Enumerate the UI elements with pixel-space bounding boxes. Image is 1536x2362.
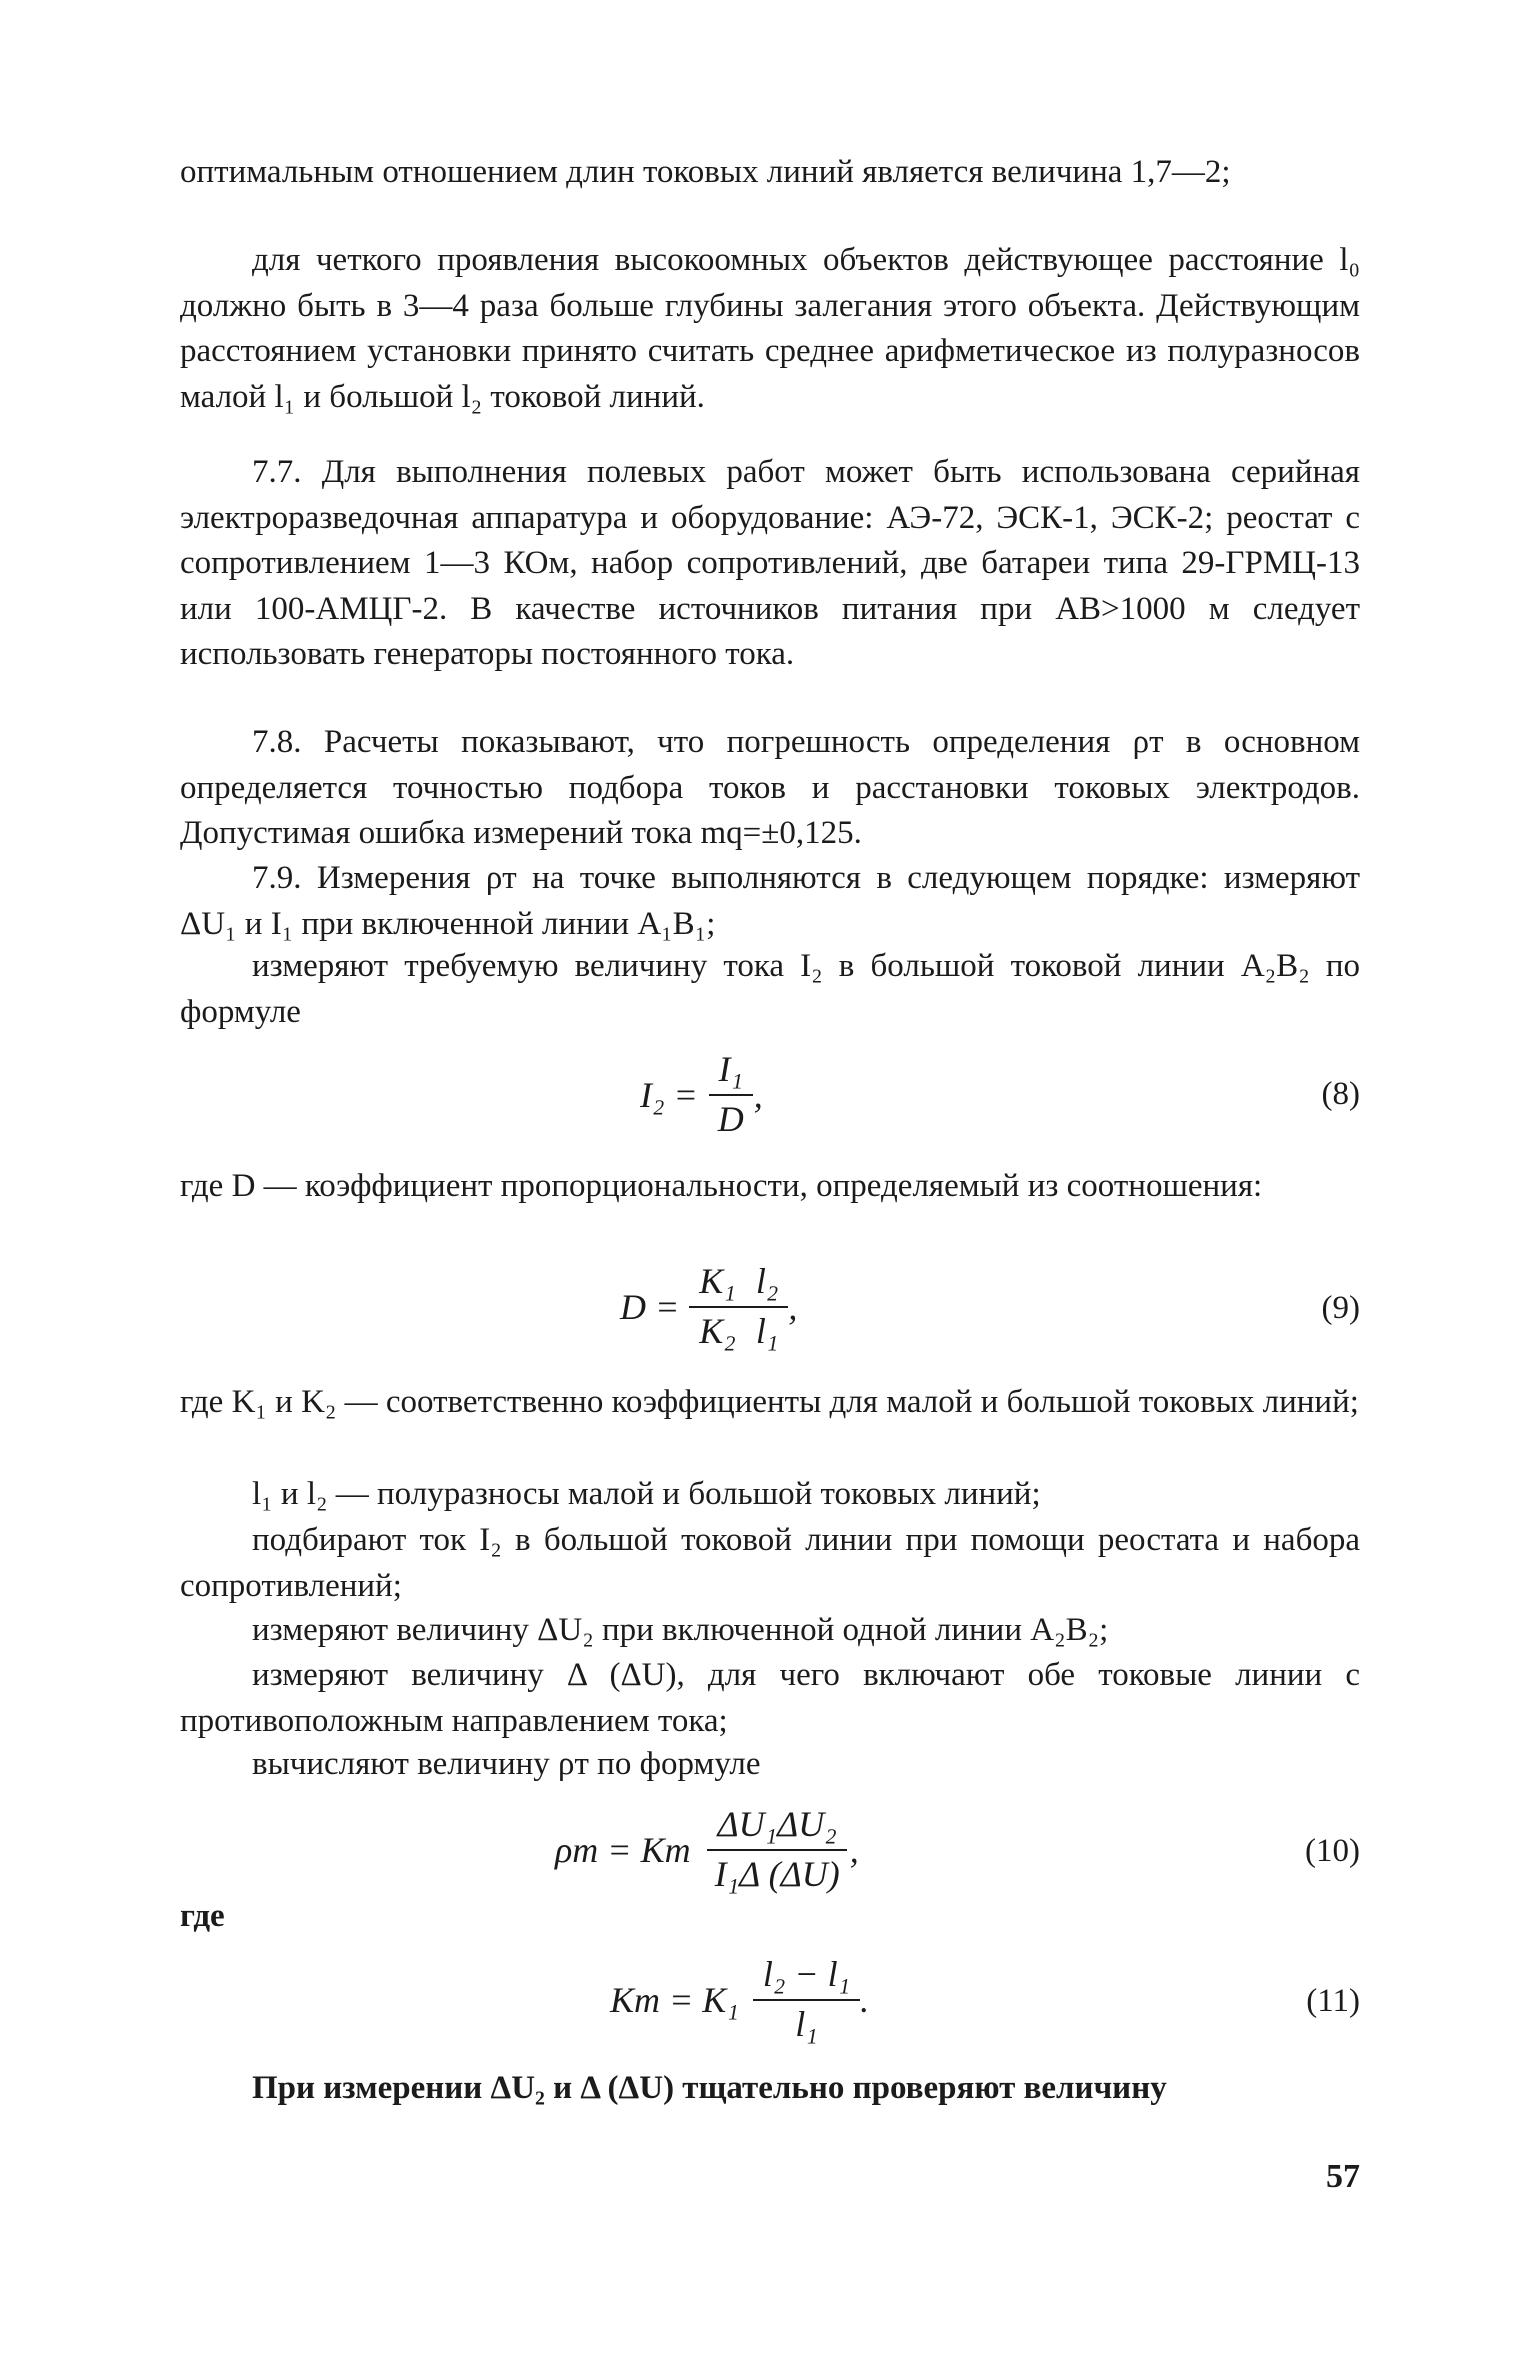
paragraph-measure-i2: измеряют требуемую величину тока I₂ в большой токовой линии A₂B₂ по формуле [180,948,1360,1030]
eq9-fraction-k [689,1262,746,1351]
paragraph-7-9: 7.9. Измерения ρт на точке выполняются в следующем порядке: измеряют ΔU₁ и I₁ при включенной линии A₁B₁; [180,860,1360,942]
eq10-denominator: I₁Δ (ΔU) [714,1853,840,1894]
eq10-tail: , [849,1829,859,1870]
page-number: 57 [1326,2158,1360,2195]
eq9-fraction-l [746,1262,789,1351]
eq10-fraction [705,1805,850,1894]
where-label: где [180,1898,225,1934]
eq11-number: (11) [1306,1983,1360,2019]
eq9-denominator-k: K₂ [699,1310,736,1351]
paragraph-l-definition: l₁ и l₂ — полуразносы малой и большой токовых линий; [252,1476,1041,1512]
eq8-lhs: I₂ = [640,1074,698,1115]
eq9-lhs: D = [620,1286,680,1327]
equation-10 [180,1805,1360,1905]
eq8-number: (8) [1321,1076,1360,1112]
eq11-fraction [753,1955,860,2044]
eq9-numerator-l: l₂ [746,1262,789,1308]
eq9-tail: , [788,1286,798,1327]
eq11-tail: . [860,1979,870,2020]
eq9-number: (9) [1321,1290,1360,1326]
eq8-numerator: I₁ [709,1050,754,1096]
eq10-number: (10) [1305,1833,1360,1869]
eq10-numerator: ΔU₁ΔU₂ [707,1805,846,1851]
paragraph-1: оптимальным отношением длин токовых линий является величина 1,7—2; [180,154,1231,190]
paragraph-2: для четкого проявления высокоомных объектов действующее расстояние l₀ должно быть в 3—4 раза больше глубины залегания этого объекта. Действующим расстоянием установки принято считать среднее арифметическое из полуразносов малой l₁ и большой l₂ токовой линий. [180,242,1360,415]
eq8-fraction [708,1050,754,1139]
eq9-numerator-k: K₁ [689,1262,746,1308]
eq11-lhs: Kт = K₁ [610,1979,739,2020]
paragraph-d-definition: где D — коэффициент пропорциональности, определяемый из соотношения: [180,1168,1263,1204]
paragraph-k-definition: где K₁ и K₂ — соответственно коэффициенты для малой и большой токовых линий; [180,1384,1359,1420]
paragraph-7-8: 7.8. Расчеты показывают, что погрешность определения ρт в основном определяется точностью подбора токов и расстановки токовых электродов. Допустимая ошибка измерений тока mq=±0,125. [180,724,1360,851]
equation-9 [180,1262,1360,1362]
eq8-tail: , [753,1074,763,1115]
equation-11 [180,1955,1360,2055]
eq10-lhs: ρт = Kт [555,1829,691,1870]
paragraph-measure-delta-du: измеряют величину Δ (ΔU), для чего включают обе токовые линии с противоположным направлением тока; [180,1657,1360,1739]
paragraph-final: При измерении ΔU₂ и Δ (ΔU) тщательно проверяют величину [252,2070,1167,2106]
eq11-numerator: l₂ − l₁ [753,1955,860,2001]
paragraph-7-7: 7.7. Для выполнения полевых работ может быть использована серийная электроразведочная аппаратура и оборудование: АЭ-72, ЭСК-1, ЭСК-2; реостат с сопротивлением 1—3 КОм, набор сопротивлений, две батареи типа 29-ГРМЦ-13 или 100-АМЦГ-2. В качестве источников питания при AB>1000 м следует использовать генераторы постоянного тока. [180,454,1360,672]
equation-8 [180,1050,1360,1150]
paragraph-compute-rho: вычисляют величину ρт по формуле [252,1746,761,1782]
paragraph-select-current: подбирают ток I₂ в большой токовой линии при помощи реостата и набора сопротивлений; [180,1522,1360,1604]
eq9-denominator-l: l₁ [755,1310,779,1351]
paragraph-measure-du2: измеряют величину ΔU₂ при включенной одной линии A₂B₂; [252,1612,1109,1648]
eq8-denominator: D [717,1098,744,1139]
eq11-denominator: l₁ [795,2003,818,2044]
